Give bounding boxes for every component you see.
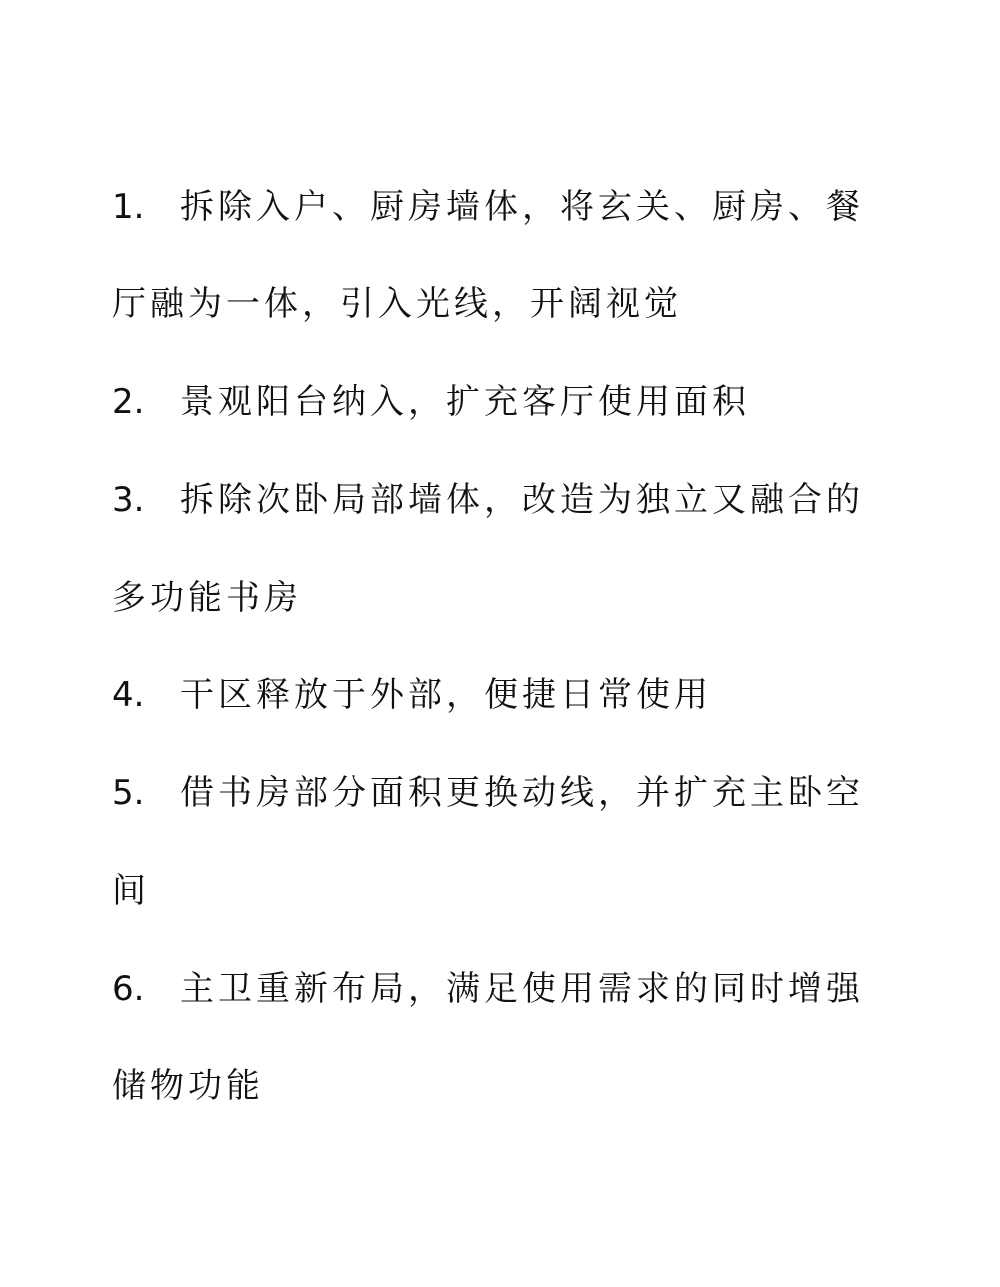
- list-item-2-line-1: [112, 377, 882, 427]
- list-item-3-text-2: 多功能书房: [112, 578, 302, 618]
- list-item-3-number: 3.: [112, 480, 145, 520]
- list-item-4-number: 4.: [112, 675, 145, 715]
- list-item-1-line-2: [112, 279, 882, 329]
- list-item-6-text-1: 主卫重新布局，满足使用需求的同时增强: [180, 969, 864, 1009]
- list-item-5-text-1: 借书房部分面积更换动线，并扩充主卧空: [180, 773, 864, 813]
- list-item-1-text-2: 厅融为一体，引入光线，开阔视觉: [112, 284, 682, 324]
- list-item-1-text-1: 拆除入户、厨房墙体，将玄关、厨房、餐: [180, 187, 864, 227]
- list-item-6-text-2: 储物功能: [112, 1066, 264, 1106]
- list-item-6-line-2: [112, 1061, 882, 1111]
- list-item-2-number: 2.: [112, 382, 145, 422]
- list-item-3-line-1: [112, 475, 882, 525]
- list-item-6-line-1: [112, 964, 882, 1014]
- list-item-1-line-1: [112, 182, 882, 232]
- list-item-2-text-1: 景观阳台纳入，扩充客厅使用面积: [180, 382, 750, 422]
- list-item-3-text-1: 拆除次卧局部墙体，改造为独立又融合的: [180, 480, 864, 520]
- list-item-4-line-1: [112, 670, 882, 720]
- list-item-5-number: 5.: [112, 773, 145, 813]
- list-item-5-text-2: 间: [112, 871, 150, 911]
- list-item-4-text-1: 干区释放于外部，便捷日常使用: [180, 675, 712, 715]
- list-item-1-number: 1.: [112, 187, 145, 227]
- list-item-6-number: 6.: [112, 969, 145, 1009]
- list-item-5-line-1: [112, 768, 882, 818]
- list-item-3-line-2: [112, 573, 882, 623]
- list-item-5-line-2: [112, 866, 882, 916]
